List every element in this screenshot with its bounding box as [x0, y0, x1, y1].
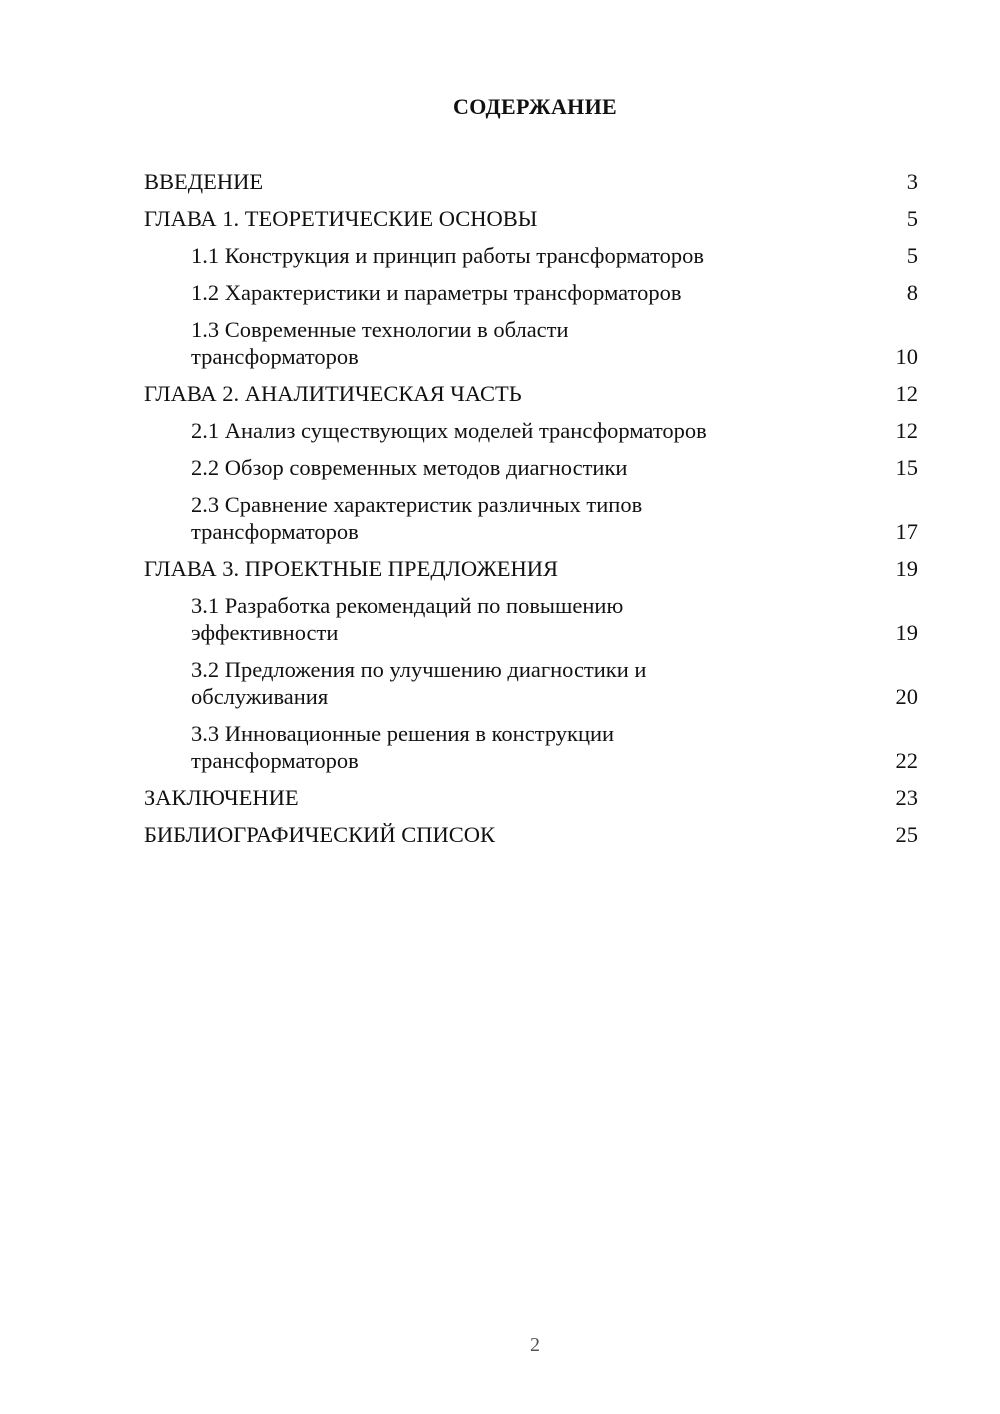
toc-entry-label: 3.3 Инновационные решения в конструкции трансформаторов [191, 721, 615, 773]
toc-entry[interactable] [144, 205, 918, 232]
toc-entry[interactable] [144, 417, 918, 444]
toc-entry[interactable] [144, 821, 918, 848]
toc-entry[interactable] [144, 491, 918, 545]
toc-entry[interactable] [144, 454, 918, 481]
toc-entry[interactable] [144, 555, 918, 582]
toc-entry-label: 2.2 Обзор современных методов диагностики [191, 455, 628, 480]
toc-entry[interactable] [144, 316, 918, 370]
toc-entry[interactable] [144, 720, 918, 774]
toc-entry[interactable] [144, 279, 918, 306]
toc-entry-label: 3.1 Разработка рекомендаций по повышению эффективности [191, 593, 624, 645]
toc-entry-label: 1.3 Современные технологии в области трансформаторов [191, 317, 569, 369]
toc-entry[interactable] [144, 592, 918, 646]
toc-entry-page: 12 [895, 418, 918, 443]
toc-entry-page: 12 [895, 381, 918, 406]
page-title: СОДЕРЖАНИЕ [453, 94, 617, 119]
toc-entry-page: 25 [895, 822, 918, 847]
toc-entry-label: 1.1 Конструкция и принцип работы трансформаторов [191, 243, 704, 268]
toc-entry-label: 1.2 Характеристики и параметры трансформаторов [191, 280, 682, 305]
toc-entry-label: БИБЛИОГРАФИЧЕСКИЙ СПИСОК [144, 822, 496, 847]
page-number: 2 [530, 1334, 540, 1356]
toc-entry[interactable] [144, 656, 918, 710]
toc-entry[interactable] [144, 784, 918, 811]
table-of-contents [144, 168, 918, 858]
toc-entry-page: 20 [895, 684, 918, 709]
toc-entry-label: ГЛАВА 2. АНАЛИТИЧЕСКАЯ ЧАСТЬ [144, 381, 522, 406]
toc-entry-page: 3 [906, 169, 918, 194]
toc-entry-label: 3.2 Предложения по улучшению диагностики и обслуживания [191, 657, 647, 709]
toc-entry-page: 23 [895, 785, 918, 810]
toc-entry[interactable] [144, 242, 918, 269]
toc-entry-page: 17 [895, 519, 918, 544]
toc-entry-label: ГЛАВА 1. ТЕОРЕТИЧЕСКИЕ ОСНОВЫ [144, 206, 538, 231]
toc-entry[interactable] [144, 168, 918, 195]
toc-entry-page: 8 [906, 280, 918, 305]
toc-entry-page: 19 [895, 620, 918, 645]
toc-entry-page: 15 [895, 455, 918, 480]
toc-entry-page: 5 [906, 206, 918, 231]
toc-entry-label: 2.3 Сравнение характеристик различных типов трансформаторов [191, 492, 643, 544]
toc-entry-page: 5 [906, 243, 918, 268]
toc-entry-page: 19 [895, 556, 918, 581]
toc-entry-page: 22 [895, 748, 918, 773]
toc-entry-label: ЗАКЛЮЧЕНИЕ [144, 785, 299, 810]
toc-entry-label: ГЛАВА 3. ПРОЕКТНЫЕ ПРЕДЛОЖЕНИЯ [144, 556, 559, 581]
toc-entry-label: ВВЕДЕНИЕ [144, 169, 264, 194]
toc-entry-page: 10 [895, 344, 918, 369]
toc-entry[interactable] [144, 380, 918, 407]
toc-entry-label: 2.1 Анализ существующих моделей трансформаторов [191, 418, 707, 443]
